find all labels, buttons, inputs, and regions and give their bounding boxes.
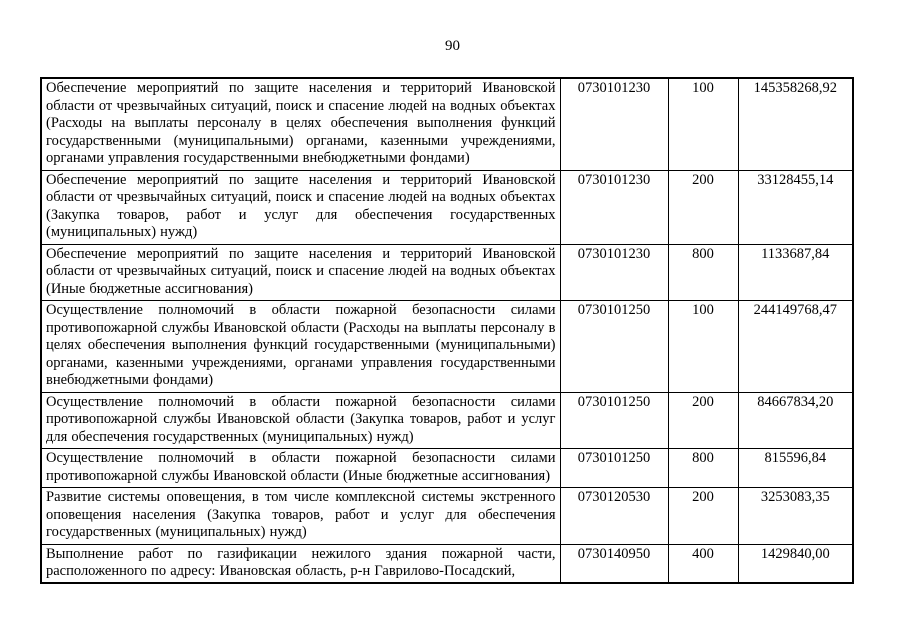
table-row [41,449,853,488]
cell-target-article-code: 0730101230 [560,244,668,301]
description-text: Осуществление полномочий в области пожарной безопасности силами противопожарной службы Ивановской области (Закупка товаров, работ и услуг для обеспечения государственных (муниципальных) нужд) [46,393,556,445]
cell-expense-type-code: 100 [668,78,738,170]
description-text: Развитие системы оповещения, в том числе комплексной системы экстренного оповещения населения (Закупка товаров, работ и услуг для обеспечения государственных (муниципальных) нужд) [46,489,556,540]
cell-description [41,488,560,545]
budget-table [40,77,854,584]
cell-amount: 33128455,14 [738,170,853,244]
table-row [41,392,853,449]
cell-target-article-code: 0730101250 [560,449,668,488]
table-row [41,170,853,244]
page-number: 90 [445,38,460,54]
cell-description [41,392,560,449]
cell-description [41,449,560,488]
description-text: Выполнение работ по газификации нежилого здания пожарной части, расположенного по адресу: Ивановская область, р-н Гаврилово-Посадский, [46,545,556,579]
cell-description [41,301,560,393]
cell-description [41,78,560,170]
cell-target-article-code: 0730101250 [560,392,668,449]
cell-amount: 3253083,35 [738,488,853,545]
cell-expense-type-code: 200 [668,392,738,449]
table-row [41,488,853,545]
cell-target-article-code: 0730101230 [560,170,668,244]
cell-expense-type-code: 200 [668,488,738,545]
cell-expense-type-code: 400 [668,544,738,583]
cell-expense-type-code: 800 [668,449,738,488]
description-text: Обеспечение мероприятий по защите населения и территорий Ивановской области от чрезвычайных ситуаций, поиск и спасение людей на водных объектах (Расходы на выплаты персоналу в целях обеспечения выполнения функций государственными (муниципальными) органами, казенными учреждениями, органами управления государственными внебюджетными фондами) [46,80,556,166]
cell-amount: 1429840,00 [738,544,853,583]
table-row [41,301,853,393]
cell-target-article-code: 0730120530 [560,488,668,545]
cell-expense-type-code: 100 [668,301,738,393]
description-text: Обеспечение мероприятий по защите населения и территорий Ивановской области от чрезвычайных ситуаций, поиск и спасение людей на водных объектах (Закупка товаров, работ и услуг для обеспечения государственных (муниципальных) нужд) [46,171,556,240]
table-row [41,244,853,301]
cell-amount: 815596,84 [738,449,853,488]
cell-description [41,544,560,583]
cell-amount: 244149768,47 [738,301,853,393]
cell-target-article-code: 0730140950 [560,544,668,583]
table-row [41,544,853,583]
cell-target-article-code: 0730101250 [560,301,668,393]
description-text: Обеспечение мероприятий по защите населения и территорий Ивановской области от чрезвычайных ситуаций, поиск и спасение людей на водных объектах (Иные бюджетные ассигнования) [46,245,556,297]
description-text: Осуществление полномочий в области пожарной безопасности силами противопожарной службы Ивановской области (Иные бюджетные ассигнования) [46,450,556,484]
description-text: Осуществление полномочий в области пожарной безопасности силами противопожарной службы Ивановской области (Расходы на выплаты персоналу в целях обеспечения выполнения функций государственными (муниципальными) органами, казенными учреждениями, органами управления государственными внебюджетными фондами) [46,302,556,388]
cell-expense-type-code: 200 [668,170,738,244]
table-row [41,78,853,170]
cell-amount: 1133687,84 [738,244,853,301]
cell-description [41,170,560,244]
cell-amount: 84667834,20 [738,392,853,449]
cell-target-article-code: 0730101230 [560,78,668,170]
cell-expense-type-code: 800 [668,244,738,301]
cell-amount: 145358268,92 [738,78,853,170]
cell-description [41,244,560,301]
